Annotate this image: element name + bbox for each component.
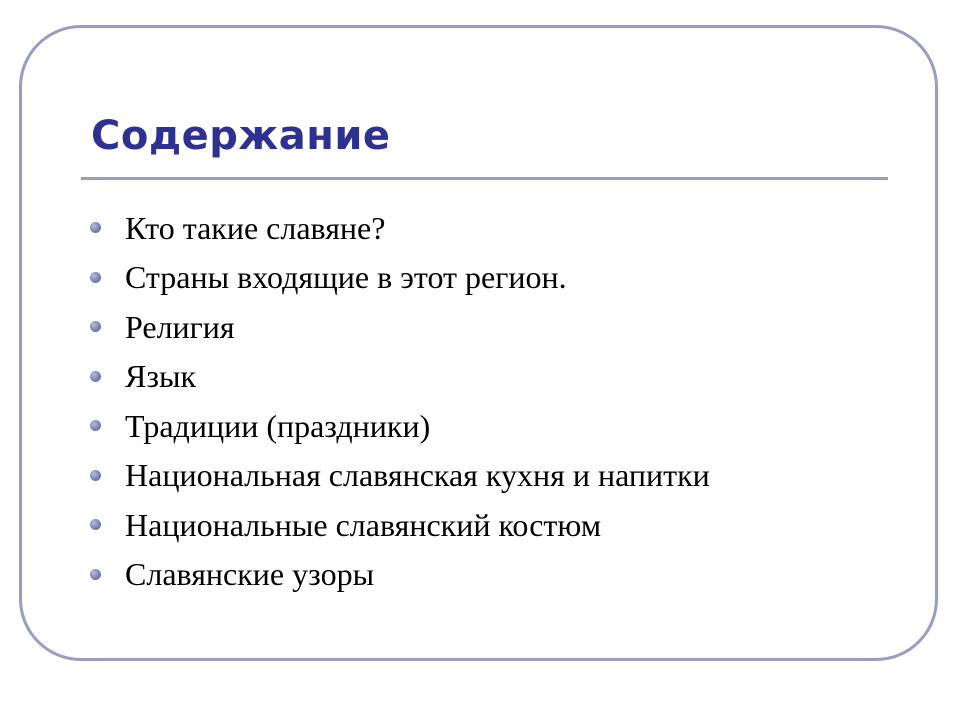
bullet-dot-icon [90, 470, 101, 481]
list-item [90, 352, 710, 402]
list-item-text: Кто такие славяне? [125, 209, 386, 246]
bullet-dot-icon [90, 321, 101, 332]
list-item [90, 401, 710, 451]
bullet-dot-icon [90, 222, 101, 233]
list-item-text: Язык [125, 358, 197, 395]
list-item [90, 302, 710, 352]
slide-title: Содержание [91, 113, 391, 159]
bullet-dot-icon [90, 519, 101, 530]
contents-list [90, 203, 710, 599]
list-item-text: Страны входящие в этот регион. [125, 259, 567, 296]
bullet-dot-icon [90, 371, 101, 382]
bullet-dot-icon [90, 569, 101, 580]
list-item-text: Национальная славянская кухня и напитки [125, 457, 710, 494]
title-underline [81, 177, 888, 180]
list-item [90, 451, 710, 501]
list-item [90, 203, 710, 253]
list-item-text: Национальные славянский костюм [125, 506, 602, 543]
list-item-text: Славянские узоры [125, 556, 375, 593]
bullet-dot-icon [90, 272, 101, 283]
list-item [90, 253, 710, 303]
list-item [90, 550, 710, 600]
list-item-text: Традиции (праздники) [125, 407, 431, 444]
list-item [90, 500, 710, 550]
list-item-text: Религия [125, 308, 235, 345]
bullet-dot-icon [90, 420, 101, 431]
